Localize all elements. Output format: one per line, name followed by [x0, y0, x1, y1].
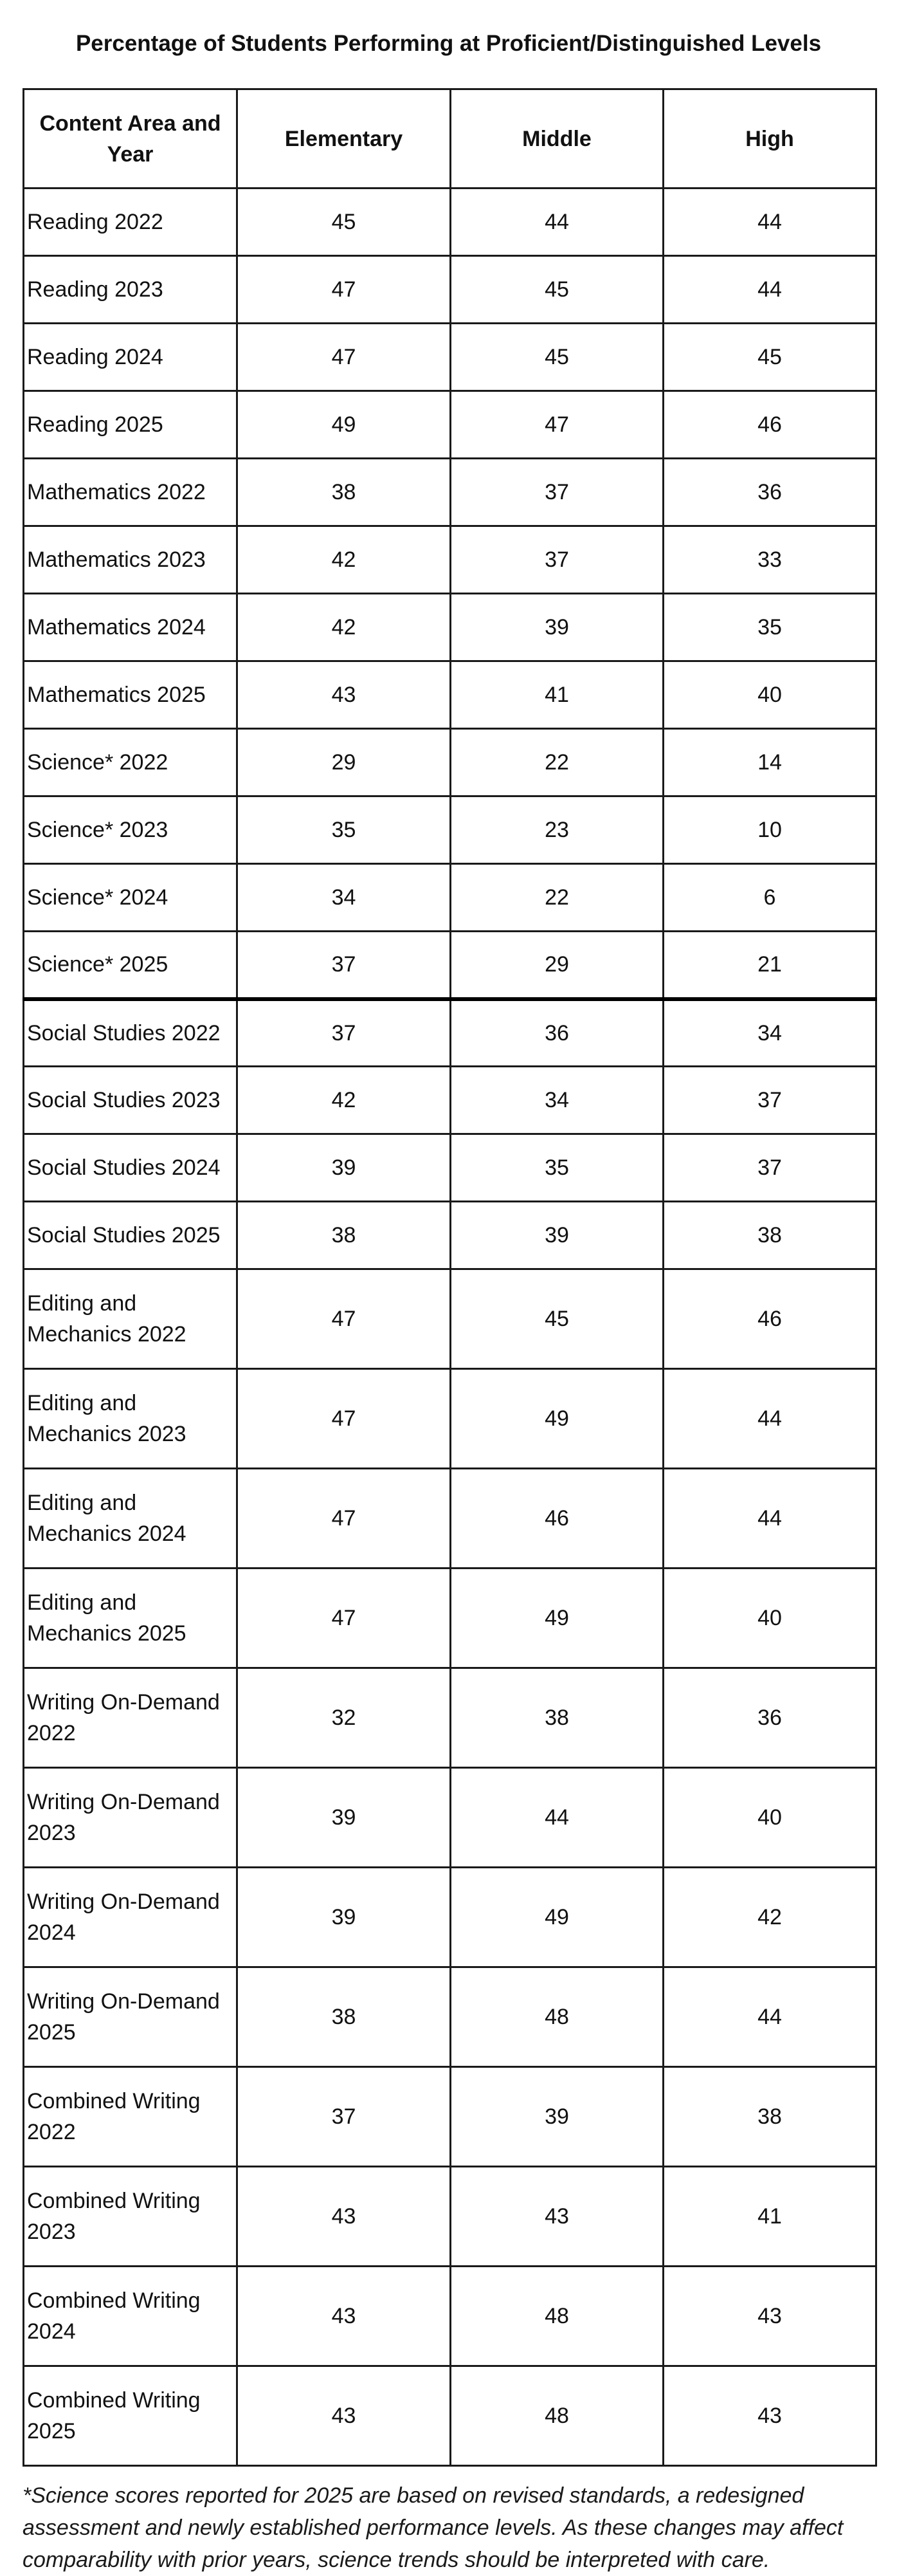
cell-middle: 48 — [451, 2267, 664, 2366]
row-label: Combined Writing 2025 — [24, 2366, 237, 2466]
cell-elementary: 49 — [237, 391, 451, 459]
table-row — [24, 2067, 876, 2167]
row-label: Editing and Mechanics 2025 — [24, 1569, 237, 1668]
cell-high: 44 — [664, 189, 876, 256]
cell-middle: 22 — [451, 729, 664, 796]
cell-high: 44 — [664, 256, 876, 324]
row-label: Editing and Mechanics 2024 — [24, 1469, 237, 1569]
cell-elementary: 38 — [237, 459, 451, 526]
cell-high: 44 — [664, 1369, 876, 1469]
cell-middle: 45 — [451, 256, 664, 324]
cell-elementary: 37 — [237, 2067, 451, 2167]
cell-middle: 47 — [451, 391, 664, 459]
header-middle: Middle — [451, 89, 664, 189]
cell-middle: 23 — [451, 796, 664, 864]
cell-high: 6 — [664, 864, 876, 932]
cell-high: 44 — [664, 1469, 876, 1569]
cell-middle: 37 — [451, 526, 664, 594]
cell-elementary: 43 — [237, 661, 451, 729]
cell-high: 38 — [664, 1202, 876, 1269]
table-row — [24, 864, 876, 932]
cell-middle: 48 — [451, 2366, 664, 2466]
cell-elementary: 29 — [237, 729, 451, 796]
cell-middle: 38 — [451, 1668, 664, 1768]
cell-elementary: 47 — [237, 1469, 451, 1569]
row-label: Combined Writing 2023 — [24, 2167, 237, 2267]
table-row — [24, 1134, 876, 1202]
cell-elementary: 47 — [237, 324, 451, 391]
cell-middle: 46 — [451, 1469, 664, 1569]
cell-high: 40 — [664, 1768, 876, 1868]
table-row — [24, 1067, 876, 1134]
cell-middle: 39 — [451, 2067, 664, 2167]
cell-elementary: 39 — [237, 1768, 451, 1868]
row-label: Writing On-Demand 2022 — [24, 1668, 237, 1768]
header-row — [24, 89, 876, 189]
cell-middle: 22 — [451, 864, 664, 932]
row-label: Social Studies 2022 — [24, 999, 237, 1067]
table-row — [24, 1369, 876, 1469]
cell-high: 34 — [664, 999, 876, 1067]
cell-high: 44 — [664, 1967, 876, 2067]
cell-high: 46 — [664, 1269, 876, 1369]
cell-high: 37 — [664, 1067, 876, 1134]
row-label: Editing and Mechanics 2022 — [24, 1269, 237, 1369]
table-row — [24, 391, 876, 459]
cell-middle: 35 — [451, 1134, 664, 1202]
cell-middle: 39 — [451, 1202, 664, 1269]
cell-middle: 41 — [451, 661, 664, 729]
cell-elementary: 42 — [237, 594, 451, 661]
header-high: High — [664, 89, 876, 189]
row-label: Editing and Mechanics 2023 — [24, 1369, 237, 1469]
cell-middle: 49 — [451, 1369, 664, 1469]
row-label: Combined Writing 2024 — [24, 2267, 237, 2366]
table-row — [24, 729, 876, 796]
row-label: Reading 2025 — [24, 391, 237, 459]
row-label: Social Studies 2023 — [24, 1067, 237, 1134]
cell-high: 36 — [664, 459, 876, 526]
cell-elementary: 37 — [237, 932, 451, 999]
cell-middle: 49 — [451, 1868, 664, 1967]
page-title: Percentage of Students Performing at Proficient/Distinguished Levels — [75, 31, 822, 56]
cell-elementary: 43 — [237, 2167, 451, 2267]
cell-middle: 43 — [451, 2167, 664, 2267]
row-label: Reading 2023 — [24, 256, 237, 324]
row-label: Reading 2022 — [24, 189, 237, 256]
table-row — [24, 932, 876, 999]
cell-high: 10 — [664, 796, 876, 864]
cell-elementary: 39 — [237, 1134, 451, 1202]
table-body — [24, 189, 876, 2466]
cell-high: 40 — [664, 1569, 876, 1668]
row-label: Mathematics 2023 — [24, 526, 237, 594]
row-label: Social Studies 2024 — [24, 1134, 237, 1202]
cell-middle: 34 — [451, 1067, 664, 1134]
cell-elementary: 38 — [237, 1202, 451, 1269]
footnote: *Science scores reported for 2025 are based on revised standards, a redesigned assessment and newly established performance levels. As these changes may affect comparability with prior years, science trends should be interpreted with care. — [23, 2483, 844, 2572]
row-label: Science* 2023 — [24, 796, 237, 864]
row-label: Combined Writing 2022 — [24, 2067, 237, 2167]
cell-middle: 45 — [451, 1269, 664, 1369]
table-row — [24, 1967, 876, 2067]
table-row — [24, 1668, 876, 1768]
table-row — [24, 1269, 876, 1369]
cell-elementary: 47 — [237, 1569, 451, 1668]
table-row — [24, 1202, 876, 1269]
cell-elementary: 47 — [237, 256, 451, 324]
table-row — [24, 1868, 876, 1967]
cell-high: 43 — [664, 2267, 876, 2366]
cell-elementary: 47 — [237, 1269, 451, 1369]
cell-high: 36 — [664, 1668, 876, 1768]
proficiency-table — [23, 88, 877, 2467]
header-elementary: Elementary — [237, 89, 451, 189]
cell-middle: 36 — [451, 999, 664, 1067]
row-label: Mathematics 2022 — [24, 459, 237, 526]
cell-high: 38 — [664, 2067, 876, 2167]
cell-high: 43 — [664, 2366, 876, 2466]
cell-elementary: 32 — [237, 1668, 451, 1768]
cell-elementary: 42 — [237, 526, 451, 594]
table-row — [24, 2167, 876, 2267]
table-row — [24, 796, 876, 864]
cell-middle: 45 — [451, 324, 664, 391]
table-header — [24, 89, 876, 189]
header-content-area: Content Area and Year — [24, 89, 237, 189]
table-row — [24, 526, 876, 594]
cell-high: 42 — [664, 1868, 876, 1967]
cell-middle: 44 — [451, 1768, 664, 1868]
row-label: Reading 2024 — [24, 324, 237, 391]
table-row — [24, 2366, 876, 2466]
cell-elementary: 38 — [237, 1967, 451, 2067]
table-row — [24, 999, 876, 1067]
cell-elementary: 42 — [237, 1067, 451, 1134]
cell-elementary: 43 — [237, 2267, 451, 2366]
cell-high: 46 — [664, 391, 876, 459]
row-label: Science* 2025 — [24, 932, 237, 999]
row-label: Social Studies 2025 — [24, 1202, 237, 1269]
row-label: Mathematics 2024 — [24, 594, 237, 661]
cell-elementary: 43 — [237, 2366, 451, 2466]
cell-middle: 44 — [451, 189, 664, 256]
table-row — [24, 1569, 876, 1668]
cell-middle: 29 — [451, 932, 664, 999]
cell-elementary: 37 — [237, 999, 451, 1067]
cell-high: 41 — [664, 2167, 876, 2267]
cell-middle: 37 — [451, 459, 664, 526]
row-label: Science* 2022 — [24, 729, 237, 796]
cell-elementary: 45 — [237, 189, 451, 256]
row-label: Writing On-Demand 2024 — [24, 1868, 237, 1967]
row-label: Writing On-Demand 2025 — [24, 1967, 237, 2067]
table-row — [24, 189, 876, 256]
cell-high: 14 — [664, 729, 876, 796]
cell-high: 37 — [664, 1134, 876, 1202]
cell-elementary: 34 — [237, 864, 451, 932]
cell-elementary: 47 — [237, 1369, 451, 1469]
cell-high: 33 — [664, 526, 876, 594]
table-row — [24, 459, 876, 526]
cell-high: 35 — [664, 594, 876, 661]
cell-middle: 39 — [451, 594, 664, 661]
table-row — [24, 1469, 876, 1569]
row-label: Writing On-Demand 2023 — [24, 1768, 237, 1868]
row-label: Science* 2024 — [24, 864, 237, 932]
cell-middle: 48 — [451, 1967, 664, 2067]
row-label: Mathematics 2025 — [24, 661, 237, 729]
table-row — [24, 2267, 876, 2366]
cell-elementary: 35 — [237, 796, 451, 864]
cell-high: 40 — [664, 661, 876, 729]
cell-high: 45 — [664, 324, 876, 391]
table-row — [24, 324, 876, 391]
cell-high: 21 — [664, 932, 876, 999]
cell-middle: 49 — [451, 1569, 664, 1668]
table-row — [24, 256, 876, 324]
cell-elementary: 39 — [237, 1868, 451, 1967]
table-row — [24, 1768, 876, 1868]
table-row — [24, 661, 876, 729]
table-row — [24, 594, 876, 661]
